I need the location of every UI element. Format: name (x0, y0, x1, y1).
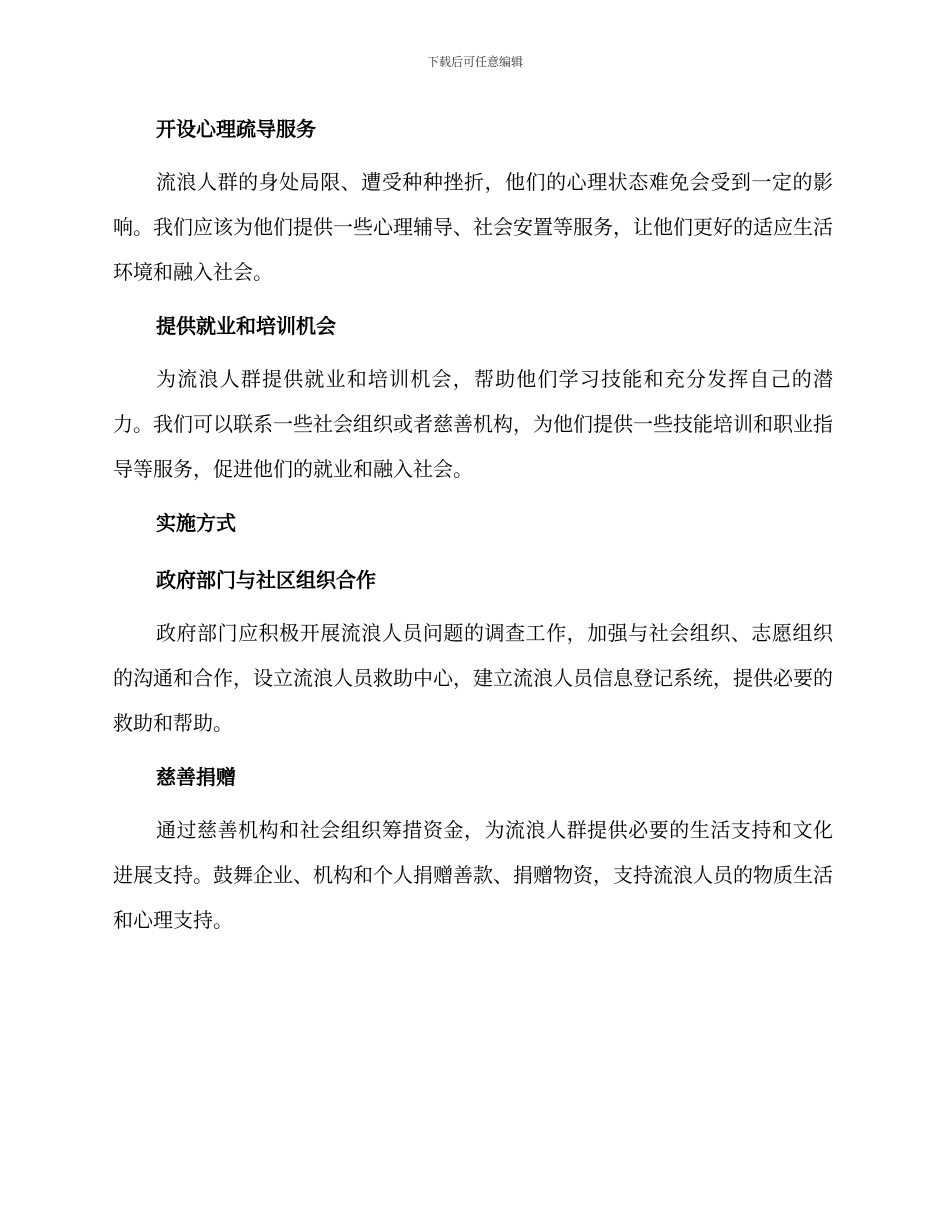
section-heading: 实施方式 (156, 511, 236, 535)
section-paragraph: 通过慈善机构和社会组织筹措资金，为流浪人群提供必要的生活支持和文化进展支持。鼓舞企业、机构和个人捐赠善款、捐赠物资，支持流浪人员的物质生活和心理支持。 (113, 818, 833, 932)
section-paragraph: 政府部门应积极开展流浪人员问题的调查工作，加强与社会组织、志愿组织的沟通和合作，设立流浪人员救助中心，建立流浪人员信息登记系统，提供必要的救助和帮助。 (113, 621, 833, 735)
document-body (113, 110, 833, 943)
section-paragraph: 流浪人群的身处局限、遭受种种挫折，他们的心理状态难免会受到一定的影响。我们应该为他们提供一些心理辅导、社会安置等服务，让他们更好的适应生活环境和融入社会。 (113, 170, 833, 284)
section-heading: 慈善捐赠 (156, 765, 236, 789)
page-header-note: 下载后可任意编辑 (426, 55, 523, 69)
section-heading: 开设心理疏导服务 (156, 117, 316, 141)
section-heading: 政府部门与社区组织合作 (156, 568, 376, 592)
section-heading: 提供就业和培训机会 (156, 314, 336, 338)
section-paragraph: 为流浪人群提供就业和培训机会，帮助他们学习技能和充分发挥自己的潜力。我们可以联系一些社会组织或者慈善机构，为他们提供一些技能培训和职业指导等服务，促进他们的就业和融入社会。 (113, 367, 833, 481)
